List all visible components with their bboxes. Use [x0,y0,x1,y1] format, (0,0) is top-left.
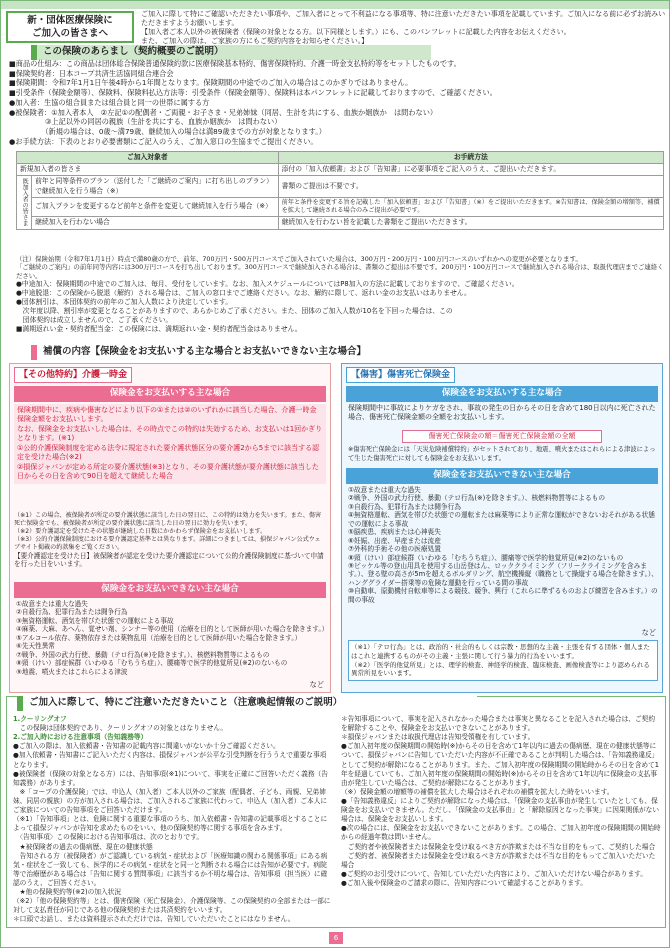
section3-left-line: ★他の保険契約等(※2)の加入状況 [13,888,122,897]
accident-death-tag: 【傷害】傷害死亡保険金 [346,367,455,383]
section3-left-line: 1.クーリングオフ [13,715,67,723]
header-note-2: 【加入者ご本人以外の被保険者（保険の対象となる方。以下同様とします。）にも、このパンフレットに記載した内容をお伝えください。 [141,28,571,37]
section3-left-line: （※2）「他の保険契約等」とは、傷害保険（死亡保険金）、介護保険等、この保険契約の全部または一部に対して支払責任が同じである他の保険契約または共済契約をいいます。 [13,897,331,915]
care-nopay-head: 保険金をお支払いできない主な場合 [14,582,326,598]
section3-left-line: ●被保険者（保険の対象となる方）には、告知事項(※1)について、事実を正確にご回答いただく義務（告知義務）があります。 [13,769,328,787]
section1-line: ■保険契約者：日本コープ共済生活協同組合連合会 [9,68,174,78]
list-item: ④麻薬、大麻、あへん、覚せい剤、シンナー等の使用（治療を目的として医師が用いた場合を除きます。） [16,625,329,634]
table-row [17,217,664,229]
section3-right-line: ＊告知事項について、事実を記入されなかった場合または事実と異なることを記入された場合は、ご契約を解除することや、保険金をお支払いできないことがあります。 [341,715,656,733]
header-note-1: ご加入に際して特にご確認いただきたい事項や、ご加入者にとって不利益になる事項等、特に注意いただきたい事項を記載しています。ご加入になる前に必ずお読みいただきますようお願いします。 [141,10,666,28]
care-pay-text: なお、保険金をお支払いした場合は、その時点でこの特約は失効するため、お支払いは1回かぎりとなります。(※1) [17,424,323,443]
list-item: ⑦外科的手術その他の医療処置 [348,545,441,554]
death-star-notes [348,640,658,681]
death-nado: など [641,628,656,637]
list-item: ①故意または重大な過失 [16,600,88,608]
section2-title: 補償の内容【保険金をお支払いする主な場合とお支払いできない主な場合】 [31,345,501,360]
section3-left-line: 告知される方（被保険者）がご認識している病気・症状および「医療知識の関わる関係事項」にある病気・症状をご一致しても、医学的にその病気・症状をと同一と判断される場合には告知が必要です。病院等で治療歴がある場合は「告知に関する質問事項」に該当するか不明な場合は、告知事項（担当医）に確認のうえ、ご回答ください。 [13,851,328,887]
table-row [17,176,664,197]
list-item: ③自殺行為、犯罪行為または闘争行為 [348,502,461,511]
section1-line: ■保険期間：令和7年1月1日午後4時から1年間となります。保険期間の中途でのご加入の場合はこのかぎりではありません。 [9,78,413,88]
care-pay-head: 保険金をお支払いする主な場合 [14,386,326,402]
table-side-label: 既加入者の皆さま [17,176,32,229]
section3-right [341,715,661,888]
list-item: ③無資格運転、酒気を帯びた状態での運転による事故 [16,616,174,625]
list-item: ⑥妊娠、出産、早産または流産 [348,536,441,545]
section3-left-line: 2.ご加入時における注意事項（告知義務等） [13,733,148,742]
star-note: （※1）「テロ行為」とは、政治的・社会的もしくは宗教・思想的な主義・主張を有する団体・個人またはこれと連携するものがその主義・主張に関して行う暴力的行為をいいます。 [351,643,650,660]
section3-left-line: ●加入依頼書・告知書にご記入いただく内容は、損保ジャパンが公平な引受判断を行ううえで重要な事項となります。 [13,751,327,769]
note-line: ●中途加入：保険期間の中途でのご加入は、毎月、受付をしています。なお、加入スケジュールについてはP8加入の方法に記載しておりますので、ご確認ください。 [16,280,519,289]
section3-title: ご加入に際して、特にご注意いただきたいこと（注意喚起情報のご説明） [17,696,477,711]
section3-right-line: ご契約者、被保険者または保険金を受け取るべき方が詐欺または不当な目的をもってご加入いただいた場合 [341,851,656,869]
care-footnote: 【要介護認定を受けた日】被保険者が認定を受けた要介護認定について公的介護保険制度に基づいて申請を行った日をいいます。 [14,551,324,569]
note-line: 団体契約は成立しませんので、ご了承ください。 [16,316,173,325]
table-row [17,197,664,217]
list-item: ②戦争、外国の武力行使、暴動（テロ行為(※)を除きます。）、核燃料物質等によるもの [348,494,606,503]
section3-left-line: ※「コープの介護保険」では、申込人（加入者）ご本人以外のご家族（配偶者、子ども、両親、兄弟姉妹、同居の親族）の方が加入される場合は、ご加入されるご家族に代わって、申込人（加入者）ご本人にご家族についての告知事項をご回答いただけます。 [13,787,328,815]
accident-death-panel [341,363,663,693]
top-band [1,1,669,9]
death-formula-note: ※傷害死亡保険金には「天災危険補償特約」がセットされており、地震、噴火またはこれらによる津波によって生じた傷害死亡に対しても保険金をお支払いします。 [348,446,656,462]
header-note-3: また、ご加入の際は、ご家族の方にもご契約内容をお知らせください。】 [141,37,369,46]
section3-left-line: （※1）「告知事項」とは、危険に関する重要な事項のうち、加入依頼書・告知書の記載事項とすることによって損保ジャパンが告知を求めたものをいい、他の保険契約等に関する事項を含みます。 [13,815,328,833]
header-title-box [6,11,134,43]
list-item: ⑥先天性異常 [16,642,55,651]
care-lump-sum-tag: 【その他特約】介護一時金 [14,367,132,383]
section3-right-line: ●ご加入初年度の保険期間の開始時(※)からその日を含めて1年以内に過去の傷病歴、現在の健康状態等について、損保ジャパンに告知していただいた内容が不正確であることが判明した場合は、「告知義務違反」としてご契約が解除になることがあります。また、ご加入初年度の保険期間の開始時からその日を含めて1年を経過していても、ご加入初年度の保険期間の開始時(※)からその日を含めて1年以内に保険金の支払事由が発生していた場合は、ご契約が解除になることがあります。 [341,742,660,787]
list-item: ⑩自動車、原動機付自転車等による競技、競争、興行（これらに準ずるものおよび練習を含みます。）の間の事故 [348,587,658,604]
table-header-target: ご加入対象者 [17,152,279,164]
section3-right-line: ●次の場合には、保険金をお支払いできないことがあります。この場合、ご加入初年度の保険期間の開始時からの経過年数は問いません。 [341,824,661,842]
care-pay-text: 保険期間中に、疾病や傷害などにより以下の①または②のいずれかに該当した場合、介護一時金保険金額をお支払いします。 [17,406,317,424]
section1-line: ■引受条件（保険金額等）、保険料、保険料払込方法等：引受条件（保険金額等）、保険料は本パンフレットに記載しておりますので、ご確認ください。 [9,88,497,98]
list-item: ⑦戦争、外国の武力行使、暴動（テロ行為(※)を除きます。）、核燃料物質等によるもの [16,650,270,659]
section1-notes [16,255,664,334]
procedure-table [16,151,664,230]
note-line: 次年度以降、割引率が変更となることがありますので、あらかじめご了承ください。また、団体のご加入人数が10名を下回った場合は、この [16,307,453,316]
death-formula: 傷害死亡保険金の額＝傷害死亡保険金額の全額 [402,430,602,443]
death-pay-text: 保険期間中に事故によりケガをされ、事故の発生の日からその日を含めて180日以内に死亡された場合、傷害死亡保険金額の全額をお支払いします。 [348,404,656,422]
care-footnotes [14,512,326,569]
section1-body [9,59,661,146]
list-item: ①故意または重大な過失 [348,486,421,494]
section3-left-line: ●ご加入の際は、加入依頼書・告知書の記載内容に間違いがないか十分ご確認ください。 [13,742,280,751]
section3-left-line: ★被保険者の過去の傷病歴、現在の健康状態 [13,842,153,851]
section3-right-line: ＊損保ジャパンまたは取扱代理店は告知受領権を有しています。 [341,733,535,742]
page-number: 6 [329,932,343,944]
section3-right-line: ●「告知義務違反」によりご契約が解除になった場合は、「保険金の支払事由が発生していたとしても、保険金をお支払いできません。ただし、「保険金の支払事由」と「解除原因となった事実」に因果関係がない場合は、保険金をお支払いします。 [341,796,660,824]
section1-line: （新規の場合は、0歳〜満79歳、継続加入の場合は満89歳までの方が対象となります。） [9,127,326,137]
note-line: 「ご継続のご案内」の前年同等内容には300万円コースを打ち出しております。300万円コースで継続加入される場合は、書類のご提出は不要です。200万円・100万円コースで継続加入される場合は、取扱代理店までご連絡ください。 [16,263,664,280]
section3-left-line: この保険は団体契約であり、クーリングオフの対象とはなりません。 [13,724,228,733]
table-cell: ご加入プランを変更するなど前年と条件を変更して継続加入を行う場合（※） [32,197,279,217]
care-nopay-list [16,600,329,676]
death-nopay-list [348,486,658,604]
header-title-line1: 新・団体医療保険に [27,15,113,26]
section3-right-line: ●ご加入後や保険金のご請求の際に、告知内容について確認することがあります。 [341,878,587,887]
section3-right-line: ご契約者や被保険者または保険金を受け取るべき方が詐欺または不当な目的をもって、ご契約した場合 [341,842,656,851]
table-row [17,164,664,176]
section1-line: ●加入者：生協の組合員または組合員と同一の世帯に属する方 [9,97,210,107]
section3-left-line: 〈告知事項〉この保険における告知事項は、次のとおりです。 [13,833,204,842]
list-item: ⑧頸（けい）部症候群（いわゆる「むちうち症」）、腰痛等で医学的他覚所見(※2)のないもの [16,659,288,668]
care-pay-text: ②損保ジャパンが定める所定の要介護状態(※3)となり、その要介護状態が要介護状態に該当した日からその日を含めて90日を超えて継続した場合 [17,462,319,481]
note-line: ●中途脱退：この保険から脱退（解約）される場合は、ご加入の窓口までご連絡ください。なお、解約に際して、返れい金のお支払いはありません。 [16,289,471,298]
list-item: ④無資格運転、酒気を帯びた状態での運転または麻薬等により正常な運転ができないおそれがある状態での運転による事故 [348,511,655,528]
section3-right-line: （※）保険金額の増額等の補償を拡大した場合はそれぞれの補償を拡大した時をいいます。 [341,787,614,796]
list-item: ⑨ピッケル等の登山用具を使用する山岳登はん、ロッククライミング（フリークライミングを含みます。）、登る壁の高さが5mを超えるボルダリング、航空機操縦（職務として操縦する場合を除きます。）、ハンググライダー搭乗等の危険な運動を行っている間の事故 [348,561,658,587]
table-cell: 継続加入を行わない場合 [32,217,279,229]
section1-line: ③上記以外の同居の親族（生計を共にする、血族か姻族か は問わない） [9,117,282,127]
list-item: ⑤アルコール依存、薬物依存または薬物乱用（治療を目的として医師が用いた場合を除きます。） [16,633,302,642]
section1-line: ●被保険者：①加入者本人 ②左記①の配偶者・ご両親・お子さま・兄弟姉妹（同居、生計を共にする、血族か姻族か は問わない） [9,107,438,117]
section1-line: ●お手続方法：下表のとおり必要書類にご記入のうえ、ご加入窓口の生協までご提出ください。 [9,136,318,146]
care-pay-box [14,404,326,484]
death-nopay-head: 保険金をお支払いできない主な場合 [346,468,658,484]
care-footnote: （※2）要介護認定を受けたその状態が継続した日数にかかわらず保険金をお支払いします。 [14,527,267,535]
note-line: ●団体割引は、本団体契約の前年のご加入人数により決定しています。 [16,298,233,307]
list-item: ⑧頸（けい）部症候群（いわゆる「むちうち症」）、腰痛等で医学的他覚所見(※2)のないもの [348,553,624,562]
list-item: ⑤脳疾患、疾病または心神喪失 [348,528,441,537]
list-item: ②自殺行為、犯罪行為または闘争行為 [16,608,128,617]
section3-right-line: ●ご契約のお引受けについて、告知していただいた内容により、ご加入いただけない場合があります。 [341,869,647,878]
note-line: ■満期返れい金・契約者配当金：この保険には、満期返れい金・契約者配当金はありません。 [16,325,302,334]
table-cell: 添付の「加入依頼書」および「告知書」に必要事項をご記入のうえ、ご提出いただきます。 [278,164,663,176]
section1-line: ■商品の仕組み：この商品は団体総合保険普通保険約款に医療保険基本特約、傷害保険特約、介護一時金支払特約等をセットしたものです。 [9,59,461,68]
section3-left-line: ＊口頭でお話し、または資料提示されただけでは、告知していただいたことにはなりません。 [13,915,295,924]
care-footnote: （※3）公的介護保険制度における要介護認定基準とは異なります。詳細につきましては、損保ジャパン公式ウェブサイト掲載の約款集をご覧ください。 [14,535,321,551]
care-nado: など [309,680,324,690]
section3-box [6,696,666,928]
star-note: （※2）「医学的他覚所見」とは、理学的検査、神経学的検査、臨床検査、画像検査等により認められる異常所見をいいます。 [351,660,650,678]
care-lump-sum-panel [9,363,331,693]
table-cell: 新規加入者の皆さま [17,164,279,176]
table-cell: 前年と条件を変更する旨を記載した「加入依頼書」および「告知書」（※）をご提出いただきます。※告知書は、保険金額の増額等、補償を拡大して継続される場合のみご提出が必要です。 [278,197,663,217]
care-footnote: （※1）この場合、被保険者が所定の要介護状態に該当した日の翌日に、この特約は効力を失います。また、傷害死亡保険金でも、被保険者が所定の要介護状態に該当した日の翌日に効力を失います。 [14,512,322,527]
note-line: （注）保険始期（令和7年1月1日）時点で満80歳の方で、前年、700万円・500万円コースでご加入されていた場合は、300万円・200万円・100万円コースのいずれかへの変更が必要となります。 [16,255,582,263]
table-cell: 書類のご提出は不要です。 [278,176,663,197]
care-pay-text: ①公的介護保険制度を定める法令に規定された要介護状態区分の要介護2から5までに該当する認定を受けた場合(※2) [17,443,320,462]
list-item: ⑨地震、噴火またはこれらによる津波 [16,667,128,676]
header-note [141,10,666,46]
table-cell: 継続加入を行わない旨を記載した書類をご提出いただきます。 [278,217,663,229]
section3-left [13,715,331,925]
table-header-method: お手続方法 [278,152,663,164]
death-pay-head: 保険金をお支払いする主な場合 [346,386,658,402]
header-title-line2: ご加入の皆さまへ [31,27,108,39]
table-cell: 前年と同等条件のプラン（送付した「ご継続のご案内」に打ち出しのプラン）で継続加入を行う場合（※） [32,176,279,197]
section1-title: この保険のあらまし（契約概要のご説明） [31,45,431,60]
